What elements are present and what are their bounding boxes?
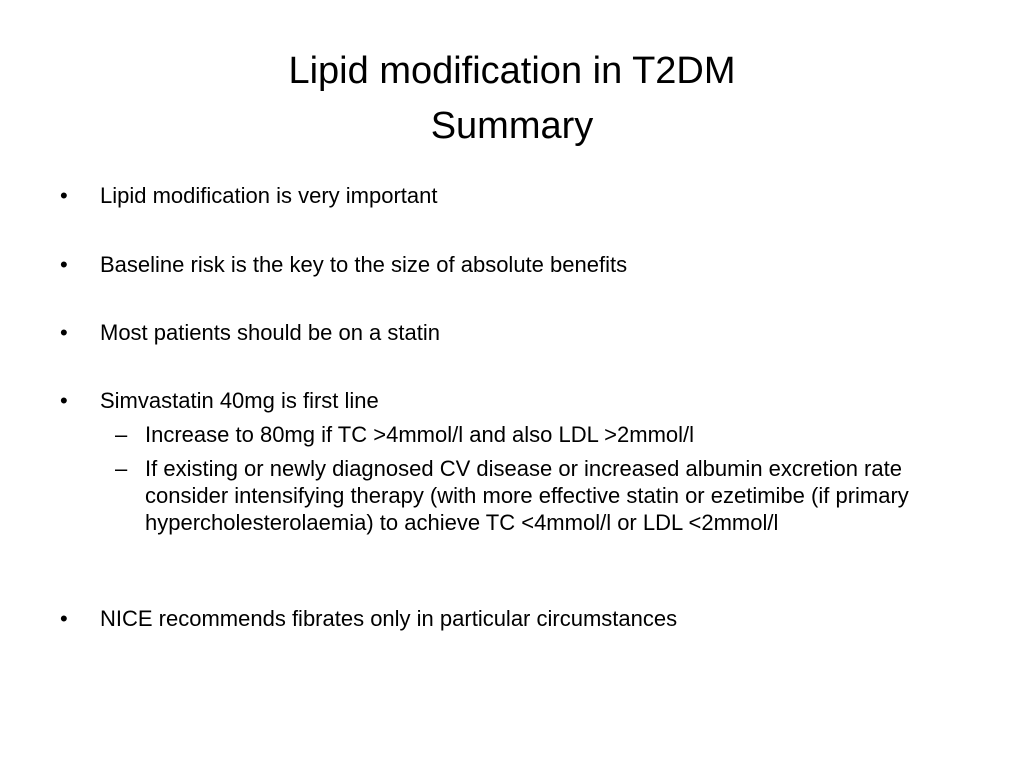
bullet-text: Baseline risk is the key to the size of absolute benefits bbox=[100, 252, 628, 277]
bullet-marker: • bbox=[60, 183, 68, 208]
slide-title bbox=[0, 44, 1024, 154]
sub-bullet-text: If existing or newly diagnosed CV disease or increased albumin excretion rate consider intensifying therapy (with more effective statin or ezetimibe (if primary hypercholesterolaemia) to achieve TC <4mmol/l or LDL <2mmol/l bbox=[145, 456, 909, 535]
bullet-text: Simvastatin 40mg is first line bbox=[100, 388, 379, 413]
bullet-marker: • bbox=[60, 388, 68, 413]
bullet-text: Lipid modification is very important bbox=[100, 183, 438, 208]
bullet-marker: • bbox=[60, 320, 68, 345]
sub-bullet-marker: – bbox=[115, 422, 128, 447]
bullet-marker: • bbox=[60, 606, 68, 631]
bullet-marker: • bbox=[60, 252, 68, 277]
sub-bullet-marker: – bbox=[115, 456, 128, 481]
title-line-1: Lipid modification in T2DM bbox=[288, 50, 736, 92]
sub-bullet-text: Increase to 80mg if TC >4mmol/l and also LDL >2mmol/l bbox=[145, 422, 695, 447]
title-line-2: Summary bbox=[430, 105, 594, 147]
bullet-text: Most patients should be on a statin bbox=[100, 320, 440, 345]
bullet-text: NICE recommends fibrates only in particular circumstances bbox=[100, 606, 678, 631]
